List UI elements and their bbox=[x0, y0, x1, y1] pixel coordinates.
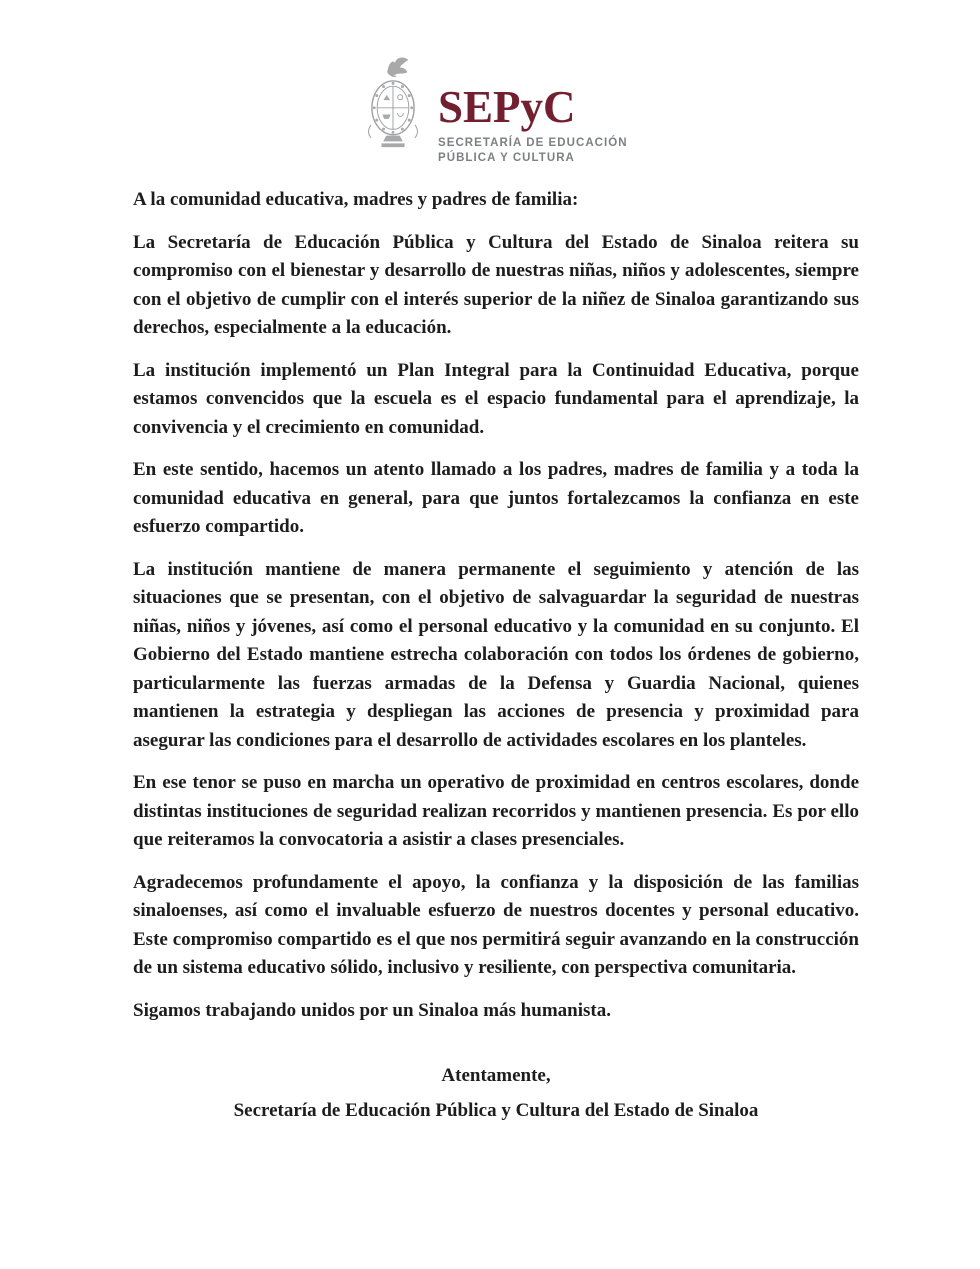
logo-subtitle-line2: PÚBLICA Y CULTURA bbox=[438, 152, 575, 164]
signature: Secretaría de Educación Pública y Cultura del Estado de Sinaloa bbox=[233, 1100, 759, 1121]
salutation: A la comunidad educativa, madres y padres de familia: bbox=[133, 189, 579, 210]
letter-paragraph-4: La institución mantiene de manera permanente el seguimiento y atención de las situaciones que se presentan, con el objetivo de salvaguardar la seguridad de nuestras niñas, niños y jóvenes, así como el personal educativo y la comunidad en su conjunto. El Gobierno del Estado mantiene estrecha colaboración con todos los órdenes de gobierno, particularmente las fuerzas armadas de la Defensa y Guardia Nacional, quienes mantienen la estrategia y despliegan las acciones de presencia y proximidad para asegurar las condiciones para el desarrollo de actividades escolares en los planteles. bbox=[133, 558, 859, 751]
letter-body bbox=[133, 186, 859, 1128]
closing-block bbox=[133, 1058, 859, 1128]
sepyc-logo bbox=[362, 55, 628, 166]
valediction: Atentamente, bbox=[441, 1065, 551, 1086]
letter-paragraph-6: Agradecemos profundamente el apoyo, la confianza y la disposición de las familias sinaloenses, así como el invaluable esfuerzo de nuestros docentes y personal educativo. Este compromiso compartido es el que nos permitirá seguir avanzando en la construcción de un sistema educativo sólido, inclusivo y resiliente, con perspectiva comunitaria. bbox=[133, 871, 859, 978]
sinaloa-crest-icon bbox=[362, 55, 424, 151]
letter-paragraph-7: Sigamos trabajando unidos por un Sinaloa más humanista. bbox=[133, 999, 611, 1021]
letter-paragraph-2: La institución implementó un Plan Integral para la Continuidad Educativa, porque estamos convencidos que la escuela es el espacio fundamental para el aprendizaje, la convivencia y el crecimiento en comunidad. bbox=[133, 359, 859, 438]
letter-paragraph-5: En ese tenor se puso en marcha un operativo de proximidad en centros escolares, donde distintas instituciones de seguridad realizan recorridos y mantienen presencia. Es por ello que reiteramos la convocatoria a asistir a clases presenciales. bbox=[133, 772, 859, 850]
letter-paragraph-3: En este sentido, hacemos un atento llamado a los padres, madres de familia y a toda la comunidad educativa en general, para que juntos fortalezcamos la confianza en este esfuerzo compartido. bbox=[133, 459, 859, 537]
logo-wordmark bbox=[438, 55, 628, 166]
logo-acronym: SEPyC bbox=[438, 82, 576, 132]
logo-subtitle-line1: SECRETARÍA DE EDUCACIÓN bbox=[438, 137, 628, 149]
letter-paragraph-1: La Secretaría de Educación Pública y Cultura del Estado de Sinaloa reitera su compromiso con el bienestar y desarrollo de nuestras niñas, niños y adolescentes, siempre con el objetivo de cumplir con el interés superior de la niñez de Sinaloa garantizando sus derechos, especialmente a la educación. bbox=[133, 231, 859, 338]
